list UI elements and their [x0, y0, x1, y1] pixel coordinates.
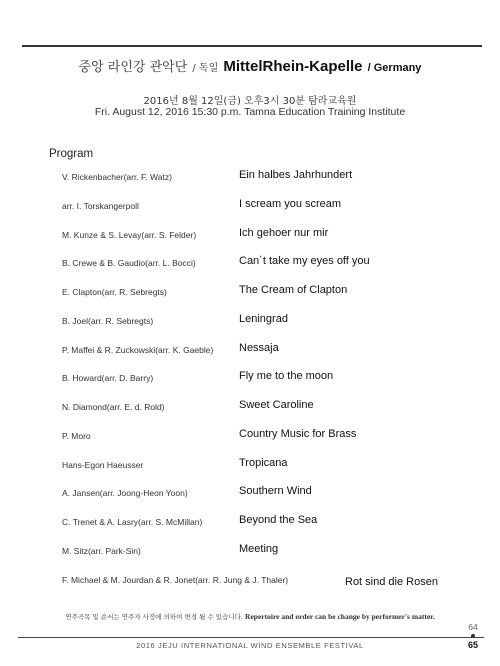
date-english: Fri. August 12, 2016 15:30 p.m. Tamna Education Training Institute [94, 106, 406, 118]
piece-title: Meeting [239, 542, 279, 555]
piece-title: Nessaja [239, 341, 279, 354]
piece-title: Ein halbes Jahrhundert [239, 169, 353, 181]
program-row [0, 427, 500, 456]
composer: B. Howard(arr. D. Barry) [62, 373, 154, 384]
program-row [0, 484, 500, 513]
piece-title: Fly me to the moon [239, 370, 334, 383]
piece-title: Country Music for Brass [239, 427, 357, 440]
piece-title: Rot sind die Rosen [345, 575, 438, 588]
composer: A. Jansen(arr. Joong-Heon Yoon) [62, 488, 188, 499]
composer: B. Crewe & B. Gaudio(arr. L. Bocci) [62, 258, 196, 269]
page-separator-dot [471, 634, 475, 638]
piece-title: The Cream of Clapton [239, 284, 348, 296]
bottom-rule [18, 637, 484, 638]
program-row [0, 226, 500, 255]
concert-title [0, 56, 500, 75]
composer: N. Diamond(arr. E. d. Rold) [62, 402, 165, 412]
program-row [0, 341, 500, 370]
program-row [0, 312, 500, 341]
program-row [0, 571, 500, 600]
composer: C. Trenet & A. Lasry(arr. S. McMillan) [62, 517, 203, 527]
composer: E. Clapton(arr. R. Sebregts) [62, 287, 167, 297]
piece-title: Leningrad [239, 312, 288, 325]
notice-korean: 연주곡목 및 순서는 연주자 사정에 의하여 변경 될 수 있습니다. [65, 613, 243, 621]
top-rule [22, 45, 482, 47]
program-row [0, 254, 500, 283]
piece-title: Southern Wind [239, 485, 312, 498]
program-heading: Program [49, 148, 94, 160]
piece-title: Can´t take my eyes off you [239, 255, 370, 268]
piece-title: Tropicana [239, 456, 288, 469]
program-row [0, 168, 500, 197]
composer: M. Kunze & S. Levay(arr. S. Felder) [62, 229, 197, 240]
page-number-previous: 64 [468, 622, 478, 632]
program-row [0, 283, 500, 312]
program-list [0, 168, 500, 599]
program-row [0, 398, 500, 427]
date-korean: 2016년 8월 12일(금) 오후3시 30분 탐라교육원 [143, 96, 357, 107]
piece-title: Beyond the Sea [239, 514, 318, 526]
composer: M. Sitz(arr. Park-Sin) [62, 545, 141, 556]
composer: P. Moro [62, 430, 91, 441]
page-number-current: 65 [467, 640, 478, 650]
composer: arr. I. Torskangerpoll [62, 200, 139, 211]
notice-english: Repertoire and order can be change by performer's matter. [245, 612, 435, 621]
festival-footer: 2016 JEJU INTERNATIONAL WIND ENSEMBLE FESTIVAL [136, 641, 364, 650]
program-row [0, 542, 500, 571]
composer: B. Joel(arr. R. Sebregts) [62, 315, 154, 326]
program-row [0, 369, 500, 398]
repertoire-notice [0, 612, 500, 621]
program-row [0, 513, 500, 542]
composer: P. Maffei & R. Zuckowski(arr. K. Gaeble) [62, 344, 214, 355]
title-korean: 중앙 라인강 관악단 [78, 60, 188, 75]
program-row [0, 456, 500, 485]
composer: F. Michael & M. Jourdan & R. Jonet(arr. R. Jung & J. Thaler) [62, 574, 289, 585]
piece-title: Ich gehoer nur mir [239, 226, 329, 239]
title-country: / Germany [367, 62, 422, 74]
piece-title: I scream you scream [239, 197, 342, 210]
program-row [0, 197, 500, 226]
composer: V. Rickenbacher(arr. F. Watz) [62, 172, 172, 182]
piece-title: Sweet Caroline [239, 399, 314, 411]
title-country-korean: / 독일 [192, 63, 219, 74]
title-english: MittelRhein-Kapelle [223, 58, 363, 75]
composer: Hans-Egon Haeusser [62, 459, 144, 470]
